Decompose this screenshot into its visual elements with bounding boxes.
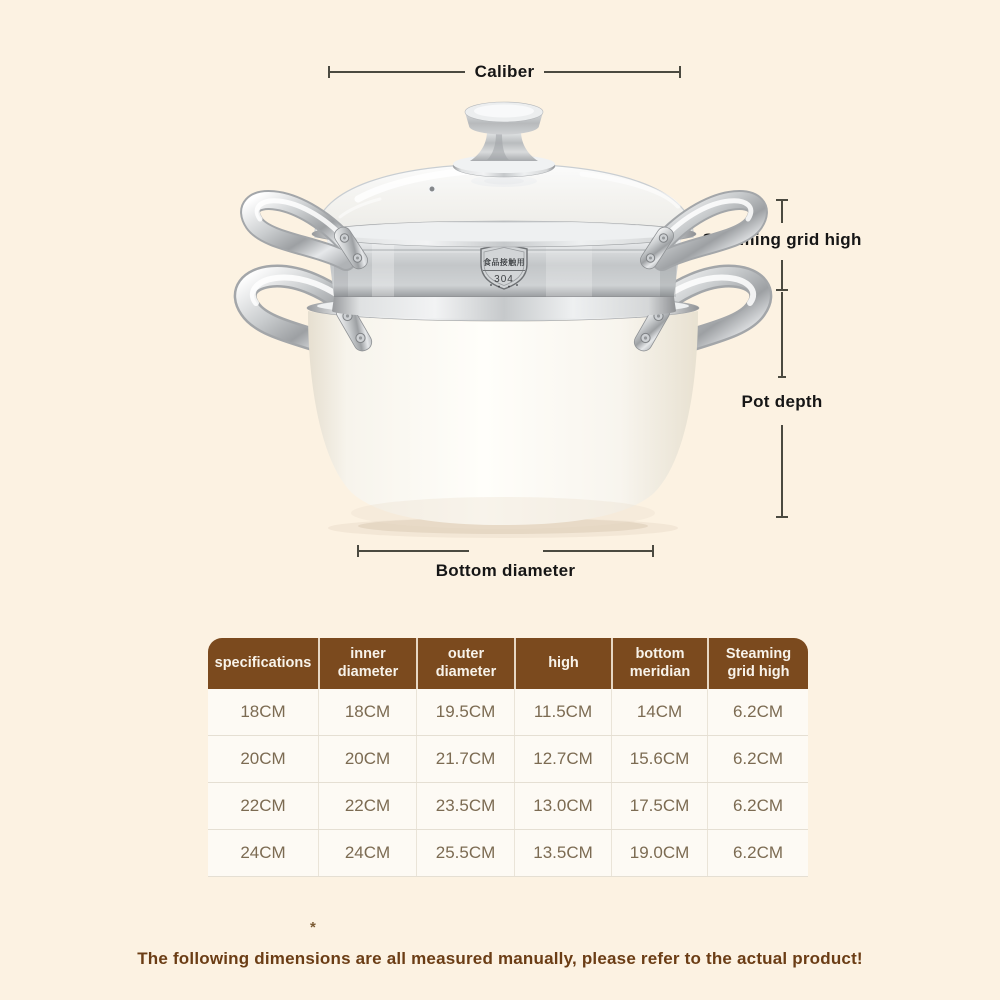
- lid-rim: [312, 221, 696, 247]
- cell: 23.5CM: [416, 783, 514, 829]
- header-bottom-meridian: bottom meridian: [611, 638, 707, 689]
- dimension-line: [330, 71, 465, 73]
- steaming-grid-high-label: Steaming grid high: [702, 230, 862, 249]
- dimension-line: [781, 425, 783, 516]
- table-row: [208, 735, 808, 782]
- cell: 13.0CM: [514, 783, 611, 829]
- cell: 11.5CM: [514, 689, 611, 735]
- dimension-tick: [776, 516, 788, 518]
- dimension-line: [544, 71, 679, 73]
- table-row: [208, 829, 808, 877]
- caliber-label: Caliber: [474, 62, 535, 81]
- badge-text-304: 304: [494, 274, 514, 285]
- steam-vent-hole: [429, 186, 435, 192]
- cell: 6.2CM: [707, 783, 808, 829]
- bottom-diameter-label: Bottom diameter: [435, 561, 576, 580]
- dimension-tick: [679, 66, 681, 78]
- specifications-table: [208, 638, 808, 877]
- dimension-line: [781, 292, 783, 377]
- header-steaming-grid-high: Steaming grid high: [707, 638, 808, 689]
- cell: 20CM: [240, 749, 286, 768]
- cell: 18CM: [240, 702, 286, 721]
- cell: 25.5CM: [416, 830, 514, 876]
- cell: 17.5CM: [611, 783, 707, 829]
- badge-text-cn: 食品接触用: [483, 258, 525, 267]
- cell: 22CM: [240, 796, 286, 815]
- caliber-dimension: [328, 64, 681, 80]
- cell: 6.2CM: [707, 736, 808, 782]
- cell: 24CM: [240, 843, 286, 862]
- lid-knob: [453, 102, 555, 177]
- cell: 19.0CM: [611, 830, 707, 876]
- cell: 6.2CM: [707, 830, 808, 876]
- header-inner-diameter: inner diameter: [318, 638, 416, 689]
- header-high: high: [514, 638, 611, 689]
- disclaimer-text: The following dimensions are all measured manually, please refer to the actual product!: [137, 949, 863, 968]
- cell: 24CM: [318, 830, 416, 876]
- cell: 20CM: [318, 736, 416, 782]
- cell: 13.5CM: [514, 830, 611, 876]
- cell: 6.2CM: [707, 689, 808, 735]
- footnote-asterisk: *: [310, 919, 316, 936]
- header-specifications: specifications: [214, 654, 312, 671]
- cell: 19.5CM: [416, 689, 514, 735]
- pot-depth-label: Pot depth: [741, 392, 823, 411]
- table-row: [208, 782, 808, 829]
- cell: 21.7CM: [416, 736, 514, 782]
- dimension-tick: [778, 376, 786, 378]
- cell: 14CM: [611, 689, 707, 735]
- cell: 15.6CM: [611, 736, 707, 782]
- dimension-line: [781, 260, 783, 289]
- steamer-pot-illustration: [230, 85, 770, 555]
- table-body: [208, 689, 808, 877]
- cell: 22CM: [318, 783, 416, 829]
- header-outer-diameter: outer diameter: [416, 638, 514, 689]
- cell: 18CM: [318, 689, 416, 735]
- cell: 12.7CM: [514, 736, 611, 782]
- table-row: [208, 689, 808, 735]
- dimension-line: [781, 201, 783, 223]
- table-header-row: [208, 638, 808, 689]
